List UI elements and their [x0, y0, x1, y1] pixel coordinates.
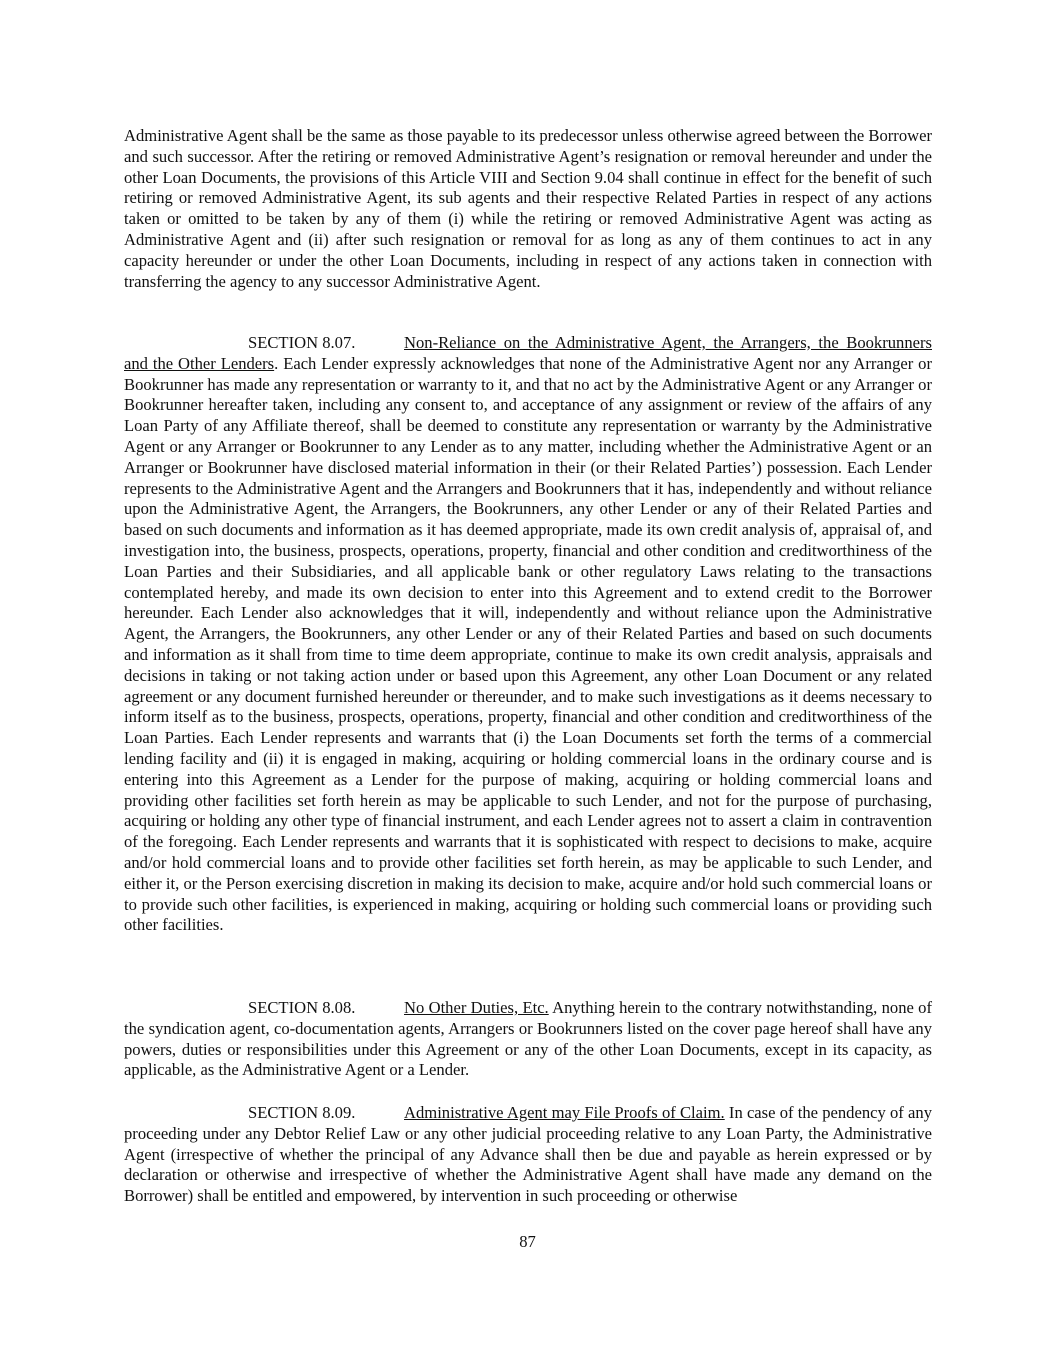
- section-heading: Administrative Agent may File Proofs of Claim.: [404, 1103, 725, 1122]
- section-number: SECTION 8.08.: [248, 998, 356, 1017]
- section-heading: Non-Reliance on the Administrative Agent, the Arrangers, the Bookrunners and the Other Lenders: [124, 333, 932, 373]
- section-number: SECTION 8.09.: [248, 1103, 356, 1122]
- section-heading: No Other Duties, Etc.: [404, 998, 549, 1017]
- page-number: 87: [519, 1232, 536, 1251]
- continuation-text: Administrative Agent shall be the same as those payable to its predecessor unless otherwise agreed between the Borrower and such successor. After the retiring or removed Administrative Agent’s resignation or removal hereunder and under the other Loan Documents, the provisions of this Article VIII and Section 9.04 shall continue in effect for the benefit of such retiring or removed Administrative Agent, its sub agents and their respective Related Parties in respect of any actions taken or omitted to be taken by any of them (i) while the retiring or removed Administrative Agent was acting as Administrative Agent and (ii) after such resignation or removal for as long as any of them continues to act in any capacity hereunder or under the other Loan Documents, including in respect of any actions taken in connection with transferring the agency to any successor Administrative Agent.: [124, 126, 932, 291]
- section-8-07-paragraph: [124, 333, 932, 936]
- section-8-09-paragraph: [124, 1103, 932, 1207]
- section-heading-suffix: .: [274, 353, 279, 373]
- section-body: In case of the pendency of any proceeding under any Debtor Relief Law or any other judicial proceeding relative to any Loan Party, the Administrative Agent (irrespective of whether the principal of any Advance shall then be due and payable as herein expressed or by declaration or otherwise and irrespective of whether the Administrative Agent shall have made any demand on the Borrower) shall be entitled and empowered, by intervention in such proceeding or otherwise: [124, 1103, 933, 1206]
- section-8-08-paragraph: [124, 998, 932, 1081]
- section-number: SECTION 8.07.: [248, 333, 356, 352]
- continuation-paragraph: [124, 126, 932, 292]
- section-body: Each Lender expressly acknowledges that none of the Administrative Agent nor any Arranger or Bookrunner has made any representation or warranty to it, and that no act by the Administrative Agent or any Arranger or Bookrunner hereafter taken, including any consent to, and acceptance of any assignment or review of the affairs of any Loan Party of any Affiliate thereof, shall be deemed to constitute any representation or warranty by the Administrative Agent or any Arranger or Bookrunner to any Lender as to any matter, including whether the Administrative Agent or an Arranger or Bookrunner have disclosed material information in their (or their Related Parties’) possession. Each Lender represents to the Administrative Agent and the Arrangers and Bookrunners that it has, independently and without reliance upon the Administrative Agent, the Arrangers, the Bookrunners, any other Lender or any of their Related Parties and based on such documents and information as it has deemed appropriate, made its own credit analysis of, appraisal of, and investigation into, the business, prospects, operations, property, financial and other condition and creditworthiness of the Loan Parties and their Subsidiaries, and all applicable bank or other regulatory Laws relating to the transactions contemplated hereby, and made its own decision to enter into this Agreement and to extend credit to the Borrower hereunder. Each Lender also acknowledges that it will, independently and without reliance upon the Administrative Agent, the Arrangers, the Bookrunners, any other Lender or any of their Related Parties and based on such documents and information as it shall from time to time deem appropriate, continue to make its own credit analysis, appraisals and decisions in taking or not taking action under or based upon this Agreement, any other Loan Document or any related agreement or any document furnished hereunder or thereunder, and to make such investigations as it deems necessary to inform itself as to the business, prospects, operations, property, financial and other condition and creditworthiness of the Loan Parties. Each Lender represents and warrants that (i) the Loan Documents set forth the terms of a commercial lending facility and (ii) it is engaged in making, acquiring or holding commercial loans in the ordinary course and is entering into this Agreement as a Lender for the purpose of making, acquiring or holding commercial loans and providing other facilities set forth herein as may be applicable to such Lender, and not for the purpose of purchasing, acquiring or holding any other type of financial instrument, and each Lender agrees not to assert a claim in contravention of the foregoing. Each Lender represents and warrants that it is sophisticated with respect to decisions to make, acquire and/or hold commercial loans and to provide other facilities set forth herein, as may be applicable to such Lender, and either it, or the Person exercising discretion in making its decision to make, acquire and/or hold such commercial loans or to provide such other facilities, is experienced in making, acquiring or holding such commercial loans or providing such other facilities.: [124, 353, 932, 935]
- section-body: Anything herein to the contrary notwithstanding, none of the syndication agent, co-documentation agents, Arrangers or Bookrunners listed on the cover page hereof shall have any powers, duties or responsibilities under this Agreement or any of the other Loan Documents, except in its capacity, as applicable, as the Administrative Agent or a Lender.: [124, 998, 933, 1080]
